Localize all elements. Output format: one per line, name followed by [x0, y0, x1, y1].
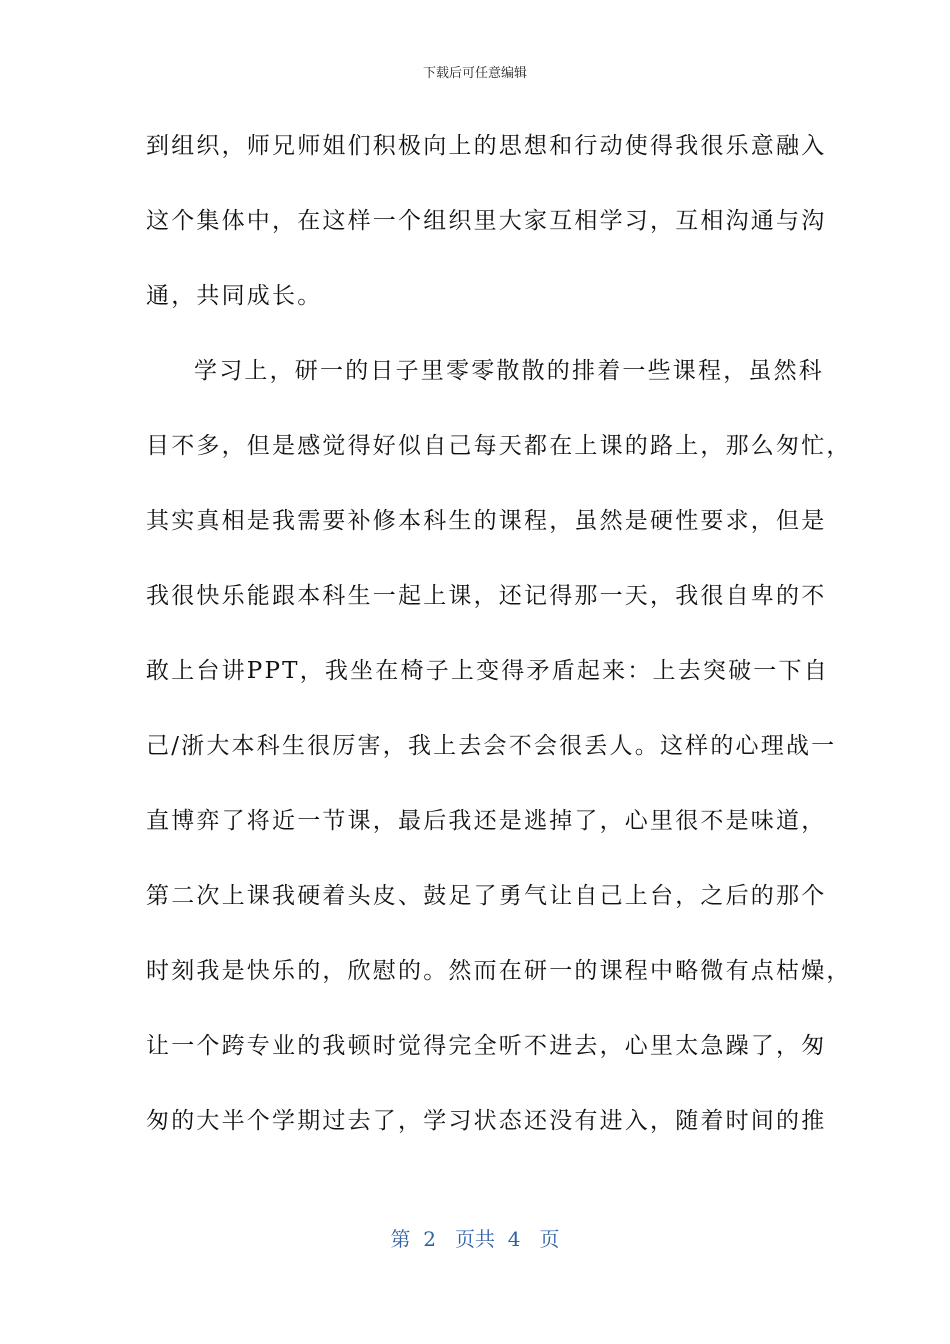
text-line: 目不多，但是感觉得好似自己每天都在上课的路上，那么匆忙， [146, 433, 852, 459]
text-line: 到组织，师兄师姐们积极向上的思想和行动使得我很乐意融入 [146, 133, 827, 159]
text-line: 敢上台讲PPT，我坐在椅子上变得矛盾起来：上去突破一下自 [146, 658, 829, 684]
page-header: 下载后可任意编辑 [422, 66, 527, 81]
text-line: 己/浙大本科生很厉害，我上去会不会很丢人。这样的心理战一 [146, 733, 837, 759]
document-body [146, 120, 852, 1170]
text-line: 直博弈了将近一节课，最后我还是逃掉了，心里很不是味道， [146, 808, 827, 834]
text-line: 第二次上课我硬着头皮、鼓足了勇气让自己上台，之后的那个 [146, 883, 827, 909]
text-line: 时刻我是快乐的，欣慰的。然而在研一的课程中略微有点枯燥， [146, 958, 852, 984]
paragraph-start-line: 学习上，研一的日子里零零散散的排着一些课程，虽然科 [194, 358, 824, 384]
text-line: 其实真相是我需要补修本科生的课程，虽然是硬性要求，但是 [146, 508, 827, 534]
text-line: 通，共同成长。 [146, 283, 323, 309]
page-number-footer: 第 2 页共 4 页 [390, 1227, 560, 1251]
text-line: 匆的大半个学期过去了，学习状态还没有进入，随着时间的推 [146, 1108, 827, 1134]
text-line: 让一个跨专业的我顿时觉得完全听不进去，心里太急躁了，匆 [146, 1033, 827, 1059]
text-line: 我很快乐能跟本科生一起上课，还记得那一天，我很自卑的不 [146, 583, 827, 609]
text-line: 这个集体中，在这样一个组织里大家互相学习，互相沟通与沟 [146, 208, 827, 234]
